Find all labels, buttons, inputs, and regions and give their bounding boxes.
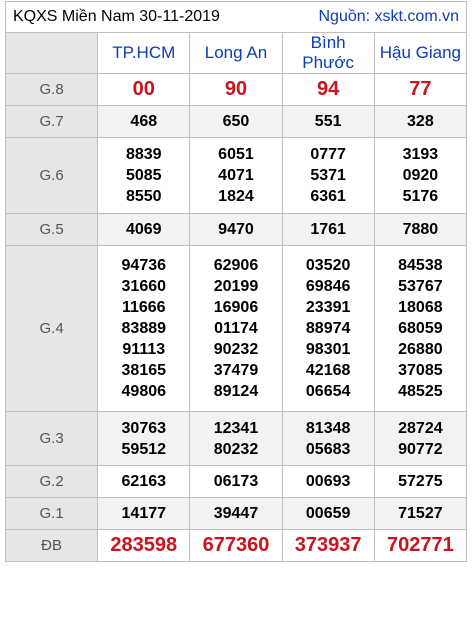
prize-number: 68059 <box>398 320 443 337</box>
prize-number: 37479 <box>213 362 259 379</box>
province-header: Hậu Giang <box>374 33 466 74</box>
prize-number: 677360 <box>202 534 270 556</box>
prize-number: 20199 <box>213 278 259 295</box>
prize-cell <box>98 466 190 498</box>
prize-number: 0777 <box>310 146 346 163</box>
prize-cell <box>190 214 282 246</box>
province-header-row <box>6 33 467 74</box>
prize-cell <box>282 412 374 466</box>
prize-number: 00659 <box>305 505 351 522</box>
prize-row <box>6 74 467 106</box>
prize-cell <box>374 530 466 562</box>
prize-number: 373937 <box>294 534 362 556</box>
prize-number: 328 <box>407 113 434 130</box>
prize-cell <box>98 246 190 412</box>
prize-cell <box>282 246 374 412</box>
prize-number: 5371 <box>310 167 346 184</box>
corner-cell <box>6 33 98 74</box>
prize-number: 06173 <box>213 473 259 490</box>
prize-label: G.5 <box>6 214 98 246</box>
prize-number: 283598 <box>110 534 178 556</box>
prize-cell <box>190 466 282 498</box>
prize-cell <box>282 74 374 106</box>
prize-number: 49806 <box>121 383 167 400</box>
prize-cell <box>190 412 282 466</box>
prize-number: 89124 <box>213 383 259 400</box>
prize-number: 7880 <box>402 221 439 238</box>
prize-label: G.7 <box>6 106 98 138</box>
prize-number: 650 <box>222 113 250 130</box>
prize-number: 48525 <box>398 383 443 400</box>
prize-number: 5176 <box>402 188 439 205</box>
prize-number: 88974 <box>305 320 351 337</box>
prize-cell <box>282 138 374 214</box>
prize-cell <box>282 498 374 530</box>
prize-rows <box>6 74 467 562</box>
source-link[interactable]: Nguồn: xskt.com.vn <box>318 8 459 25</box>
prize-row <box>6 246 467 412</box>
prize-cell <box>190 530 282 562</box>
prize-number: 80232 <box>213 440 259 458</box>
prize-number: 90772 <box>398 440 443 458</box>
prize-number: 6361 <box>310 188 346 205</box>
prize-row <box>6 106 467 138</box>
prize-number: 81348 <box>305 419 351 437</box>
prize-number: 8839 <box>125 146 162 163</box>
prize-number: 18068 <box>398 299 443 316</box>
prize-cell <box>374 138 466 214</box>
prize-cell <box>98 498 190 530</box>
prize-number: 26880 <box>398 341 443 358</box>
prize-number: 1761 <box>310 221 346 238</box>
prize-row <box>6 412 467 466</box>
prize-cell <box>282 214 374 246</box>
prize-number: 37085 <box>398 362 443 379</box>
prize-number: 00693 <box>305 473 351 490</box>
prize-number: 05683 <box>305 440 351 458</box>
prize-label: G.6 <box>6 138 98 214</box>
prize-cell <box>98 530 190 562</box>
prize-cell <box>190 106 282 138</box>
prize-cell <box>374 466 466 498</box>
prize-number: 01174 <box>214 320 258 337</box>
prize-cell <box>98 214 190 246</box>
prize-cell <box>374 106 466 138</box>
prize-number: 71527 <box>398 505 443 522</box>
province-header: Bình Phước <box>282 33 374 74</box>
prize-cell <box>98 138 190 214</box>
prize-label: G.3 <box>6 412 98 466</box>
prize-number: 16906 <box>213 299 259 316</box>
prize-row <box>6 498 467 530</box>
prize-number: 11666 <box>121 299 166 316</box>
prize-number: 06654 <box>305 383 351 400</box>
prize-label: ĐB <box>6 530 98 562</box>
prize-number: 03520 <box>305 257 351 274</box>
prize-cell <box>374 214 466 246</box>
prize-number: 39447 <box>213 505 259 522</box>
province-header: Long An <box>190 33 282 74</box>
prize-number: 84538 <box>398 257 443 274</box>
results-panel <box>5 1 467 562</box>
prize-number: 9470 <box>218 221 254 238</box>
prize-number: 3193 <box>402 146 439 163</box>
province-header: TP.HCM <box>98 33 190 74</box>
prize-number: 551 <box>314 113 342 130</box>
prize-number: 30763 <box>121 419 167 437</box>
prize-number: 38165 <box>121 362 167 379</box>
prize-row <box>6 466 467 498</box>
prize-label: G.8 <box>6 74 98 106</box>
prize-cell <box>190 138 282 214</box>
prize-number: 98301 <box>305 341 351 358</box>
prize-cell <box>374 74 466 106</box>
prize-row <box>6 138 467 214</box>
prize-label: G.2 <box>6 466 98 498</box>
prize-row <box>6 530 467 562</box>
prize-number: 4069 <box>125 221 162 238</box>
prize-number: 53767 <box>398 278 443 295</box>
prize-number: 57275 <box>398 473 443 490</box>
prize-number: 42168 <box>305 362 351 379</box>
prize-number: 8550 <box>125 188 162 205</box>
prize-cell <box>374 412 466 466</box>
prize-cell <box>98 412 190 466</box>
prize-cell <box>98 74 190 106</box>
results-table <box>5 32 467 562</box>
prize-number: 90232 <box>213 341 259 358</box>
prize-number: 28724 <box>398 419 443 437</box>
prize-number: 94736 <box>121 257 167 274</box>
prize-number: 4071 <box>218 167 254 184</box>
prize-number: 702771 <box>387 534 454 556</box>
prize-cell <box>374 246 466 412</box>
prize-number: 6051 <box>218 146 254 163</box>
prize-number: 62906 <box>213 257 259 274</box>
prize-number: 12341 <box>213 419 259 437</box>
prize-row <box>6 214 467 246</box>
prize-number: 90 <box>224 78 248 100</box>
page-title: KQXS Miền Nam 30-11-2019 <box>13 8 220 25</box>
prize-number: 77 <box>409 78 432 100</box>
prize-number: 83889 <box>121 320 167 337</box>
prize-cell <box>282 530 374 562</box>
prize-cell <box>190 498 282 530</box>
prize-number: 468 <box>130 113 158 130</box>
prize-number: 5085 <box>125 167 162 184</box>
prize-cell <box>374 498 466 530</box>
prize-number: 31660 <box>121 278 167 295</box>
prize-cell <box>190 74 282 106</box>
results-header <box>5 1 467 32</box>
prize-number: 62163 <box>121 473 167 490</box>
prize-cell <box>190 246 282 412</box>
prize-number: 1824 <box>218 188 254 205</box>
prize-number: 14177 <box>121 505 167 522</box>
prize-number: 0920 <box>402 167 439 184</box>
prize-number: 91113 <box>122 341 166 358</box>
prize-number: 00 <box>132 78 155 100</box>
prize-cell <box>98 106 190 138</box>
prize-number: 23391 <box>305 299 351 316</box>
prize-number: 94 <box>317 78 340 100</box>
prize-label: G.1 <box>6 498 98 530</box>
prize-label: G.4 <box>6 246 98 412</box>
prize-number: 69846 <box>305 278 351 295</box>
prize-number: 59512 <box>121 440 167 458</box>
prize-cell <box>282 466 374 498</box>
prize-cell <box>282 106 374 138</box>
